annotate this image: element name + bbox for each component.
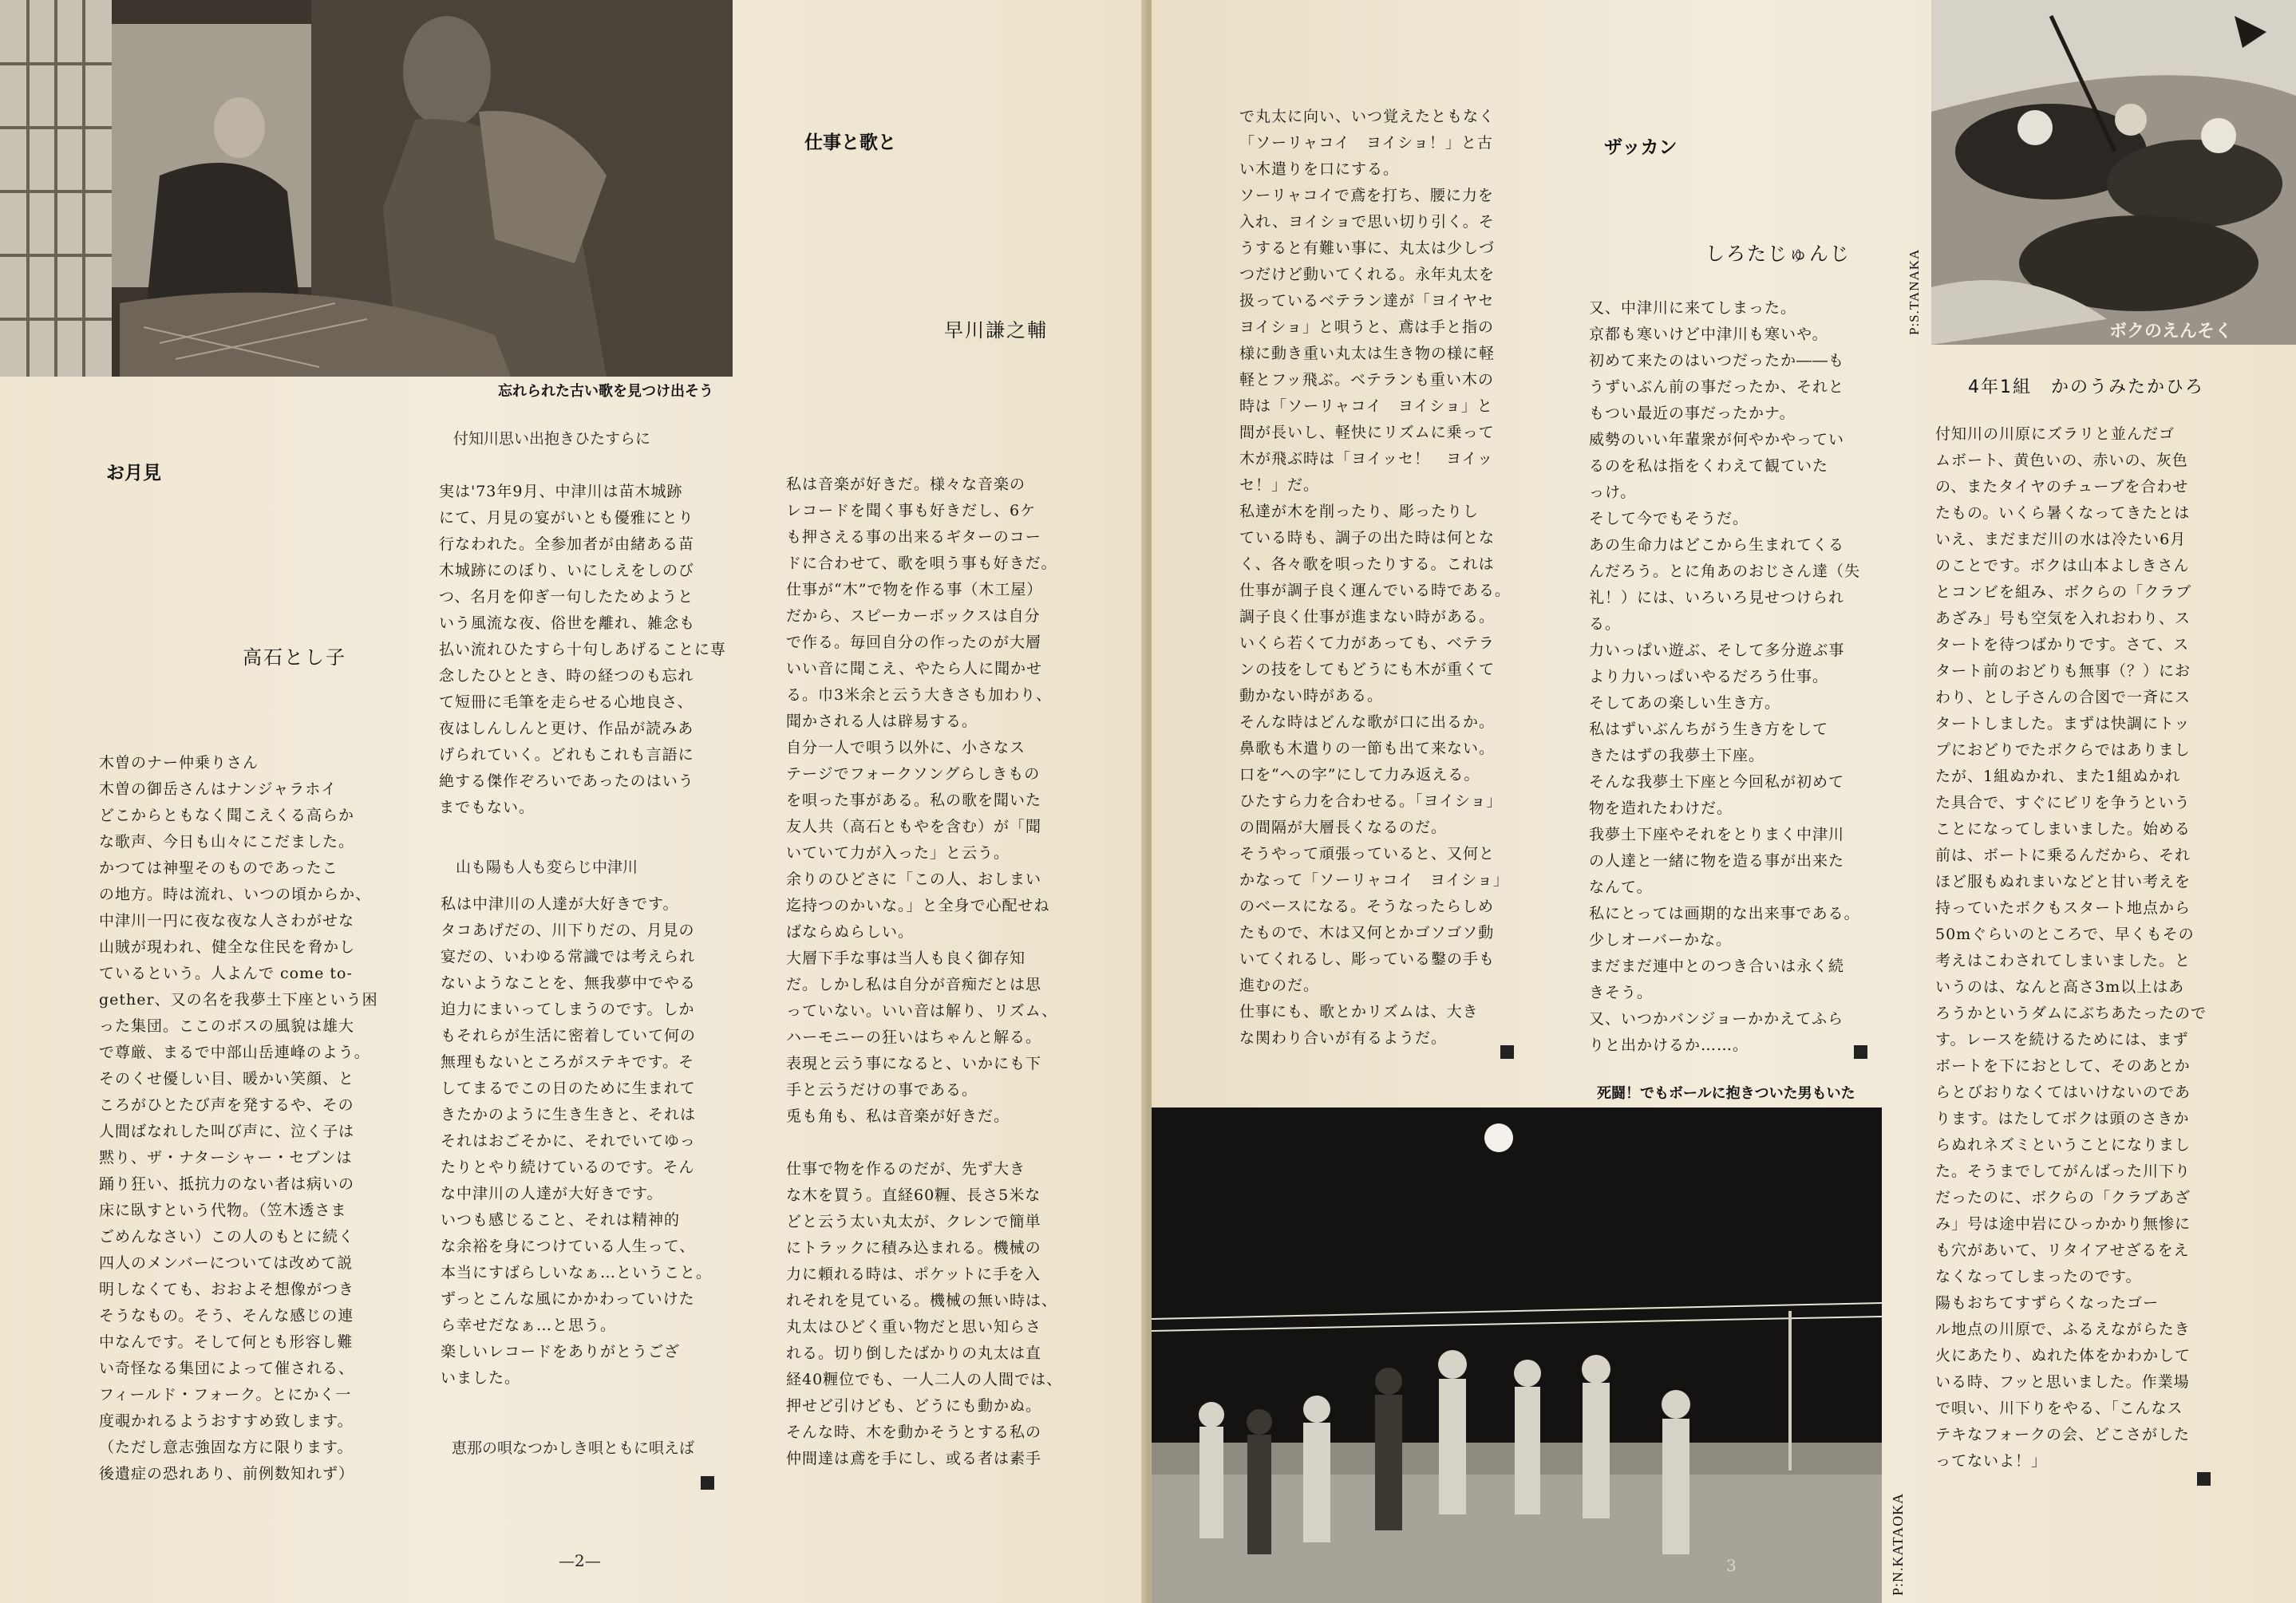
text-line: 経40糎位でも、一人二人の人間では、 [786,1371,1063,1388]
text-line: な歌声、今日も山々にこだました。 [99,833,355,851]
text-line: ことになってしまいました。始める [1935,820,2191,838]
text-line: っていない。いい音は解り、リズム、 [786,1002,1058,1020]
text-line: 動かない時がある。 [1239,687,1384,705]
text-line: そうやって頑張っていると、又何と [1239,845,1496,863]
text-line: 「ソーリャコイ ヨイショ！」と古 [1239,134,1493,152]
text-line: より力いっぱいやるだろう仕事。 [1589,668,1829,685]
text-line: 余りのひどさに「この人、おしまい [786,871,1042,888]
text-line: ているという。人よんで come to- [99,965,353,982]
text-line [786,1130,1062,1156]
text-line: な木を買う。直経60糎、長さ5米な [786,1186,1041,1204]
text-line: 木城跡にのぼり、いにしえをしのび [439,562,695,579]
text-line: 火にあたり、ぬれた体をかわかして [1935,1347,2191,1364]
text-line: のベースになる。そうなったらしめ [1239,898,1495,915]
text-line: 実は'73年9月、中津川は苗木城跡 [439,483,683,500]
text-line: らぬれネズミということになりまし [1935,1136,2191,1154]
volleyball-photo-credit: P:N.KATAOKA [1890,1492,1906,1596]
zakkan-body [1589,295,1860,1059]
text-line: 私はずいぶんちがう生き方をして [1589,721,1829,738]
text-line: もそれらが生活に密着していて何の [441,1027,697,1044]
text-line: 押せど引けども、どうにも動かぬ。 [786,1397,1042,1415]
text-line: たりとやり続けているのです。そん [441,1159,695,1176]
text-line: かつては神聖そのものであったこ [99,859,338,877]
text-line: タートしました。まずは快調にトッ [1935,715,2191,732]
zakkan-end-mark [1854,1045,1867,1059]
text-line: 進むのだ。 [1239,977,1320,994]
text-line: なんて。 [1589,878,1653,896]
text-line: れそれを見ている。機械の無い時は、 [786,1292,1058,1309]
text-line: もつい最近の事だったかナ。 [1589,405,1796,422]
ensoku-author: 4年1組 かのうみたかひろ [1968,377,2204,397]
text-line: いる時、フッと思いました。作業場 [1935,1373,2190,1391]
rafting-photo [1931,0,2296,345]
text-line: 黙り、ザ・ナターシャー・セブンは [99,1149,353,1167]
text-line: 又、中津川に来てしまった。 [1589,299,1797,317]
text-line: 威勢のいい年輩衆が何やかやってい [1589,431,1845,448]
text-line: タコあげだの、川下りだの、月見の [441,922,695,939]
text-line: ります。はたしてボクは頭のさきか [1935,1110,2190,1127]
text-line: な関わり合いが有るようだ。 [1239,1029,1448,1047]
text-line: つだけど動いてくれる。永年丸太を [1239,266,1496,283]
text-line: つ、名月を仰ぎ一句したためようと [439,588,694,606]
text-line: 我夢土下座やそれをとりまく中津川 [1589,826,1845,843]
column2-end-mark [701,1476,714,1490]
text-line: 持っていたボクもスタート地点から [1935,899,2191,917]
text-line: 踊り狂い、抵抗力のない者は病いの [99,1175,355,1193]
text-line: いました。 [441,1369,521,1387]
text-line: 力に頼れる時は、ポケットに手を入 [786,1265,1041,1283]
text-line: 聞かされる人は辟易する。 [786,713,978,730]
text-line: 中なんです。そして何とも形容し難 [99,1333,354,1351]
text-line: れる。切り倒したばかりの丸太は直 [786,1344,1042,1362]
text-line: 四人のメンバーについては改めて説 [99,1254,354,1272]
text-line: な中津川の人達が大好きです。 [441,1185,663,1202]
text-line: 力いっぱい遊ぶ、そして多分遊ぶ事 [1589,642,1845,659]
text-line: 大層下手な事は当人も良く御存知 [786,950,1026,967]
text-line: っけ。 [1589,484,1637,501]
text-line: ごめんなさい）この人のもとに続く [99,1228,355,1246]
otsukimi-body [99,750,378,1487]
text-line: いてくれるし、彫っている鑿の手も [1239,950,1496,968]
left-page-number: —2— [559,1551,601,1570]
text-line: いくら若くて力があっても、ベテラ [1239,634,1495,652]
text-line: プにおどりでたボクらではありまし [1935,741,2191,759]
text-line: 夜はしんしんと更け、作品が読みあ [439,720,694,737]
text-line: 仕事が“木”で物を作る事（木工屋） [786,581,1043,598]
text-line: いう風流な夜、俗世を離れ、雑念も [439,614,696,632]
text-line: るのを私は指をくわえて観ていた [1589,457,1829,475]
text-line: 少しオーバーかな。 [1589,931,1733,949]
text-line: も押さえる事の出来るギターのコー [786,528,1041,546]
text-line: までもない。 [439,799,535,816]
text-line: なくなってしまったのです。 [1935,1268,2142,1285]
text-line: 友人共（高石ともやを含む）が「聞 [786,818,1042,835]
text-line: 仲間達は鳶を手にし、或る者は素手 [786,1450,1042,1467]
right-page-number: 3 [1726,1556,1737,1575]
text-line: らとびおりなくてはいけないのであ [1935,1084,2191,1101]
text-line: そんな時はどんな歌が口に出るか。 [1239,713,1496,731]
text-line: 無理もないところがステキです。そ [441,1053,695,1071]
text-line: だから、スピーカーボックスは自分 [786,607,1041,625]
text-line: 又、いつかバンジョーかかえてふら [1589,1010,1844,1028]
column2-para2 [441,891,712,1392]
text-line: 兎も角も、私は音楽が好きだ。 [786,1107,1010,1125]
text-line: ンの技をしてもどうにも木が重くて [1239,661,1496,678]
text-line: 中津川一円に夜な夜な人さわがせな [99,912,355,930]
text-line: 付知川の川原にズラリと並んだゴ [1935,425,2175,443]
text-line: み」号は途中岩にひっかかり無惨に [1935,1215,2191,1233]
text-line: な余裕を身につけている人生って、 [441,1238,696,1255]
text-line: ころがひとたび声を発するや、その [99,1096,354,1114]
text-line: ずっとこんな風にかかわっていけた [441,1290,695,1308]
text-line: て短冊に毛筆を走らせる心地良さ、 [439,693,694,711]
text-line: テキなフォークの会、どこさがした [1935,1426,2191,1443]
text-line: 本当にすばらしいなぁ…ということ。 [441,1264,713,1281]
column2-closing: 恵那の唄なつかしき唄ともに唄えば [452,1439,695,1457]
shigoto-author: 早川謙之輔 [944,319,1048,342]
text-line: 入れ、ヨイショで思い切り引く。そ [1239,213,1495,231]
text-line: 払い流れひたすら十句しあげることに専 [439,641,727,658]
text-line: タート前のおどりも無事（？）にお [1935,662,2191,680]
text-line: にて、月見の宴がいとも優雅にとり [439,509,694,527]
text-line: 仕事が調子良く運んでいる時である。 [1239,582,1512,599]
left-page [0,0,1146,1603]
text-line: わり、とし子さんの合図で一斉にス [1935,689,2191,706]
text-line: いい音に聞こえ、やたら人に聞かせ [786,660,1043,677]
text-line: 私は中津川の人達が大好きです。 [441,895,679,913]
text-line: どと云う太い丸太が、クレンで簡単 [786,1213,1041,1230]
text-line: で尊厳、まるで中部山岳連峰のよう。 [99,1044,370,1061]
text-line: タートを待つばかりです。さて、ス [1935,636,2190,653]
text-line: 前は、ボートに乗るんだから、それ [1935,847,2191,864]
text-line: ムボート、黄色いの、赤いの、灰色 [1935,452,2188,469]
text-line: だったのに、ボクらの「クラブあざ [1935,1189,2191,1206]
column2-subtitle2: 山も陽も人も変らじ中津川 [456,859,638,876]
shigoto-body [786,472,1062,1472]
text-line: の間隔が大層長くなるのだ。 [1239,819,1448,836]
text-line: げられていく。どれもこれも言語に [439,746,694,764]
text-line: とコンビを組み、ボクらの「クラブ [1935,583,2192,601]
text-line: あの生命力はどこから生まれてくる [1589,536,1845,554]
text-line: （ただし意志強固な方に限ります。 [99,1439,354,1456]
text-line: そんな我夢土下座と今回私が初めて [1589,773,1845,791]
text-line: で作る。毎回自分の作ったのが大層 [786,634,1042,651]
text-line: いつも感じること、それは精神的 [441,1211,681,1229]
text-line: 迄持つのかいな。」と全身で心配せね [786,897,1050,914]
otsukimi-author: 高石とし子 [243,646,346,669]
text-line: 様に動き重い丸太は生き物の様に軽 [1239,345,1496,362]
text-line: 物を造れたわけだ。 [1589,800,1733,817]
text-line: ヨイショ」と唄うと、鳶は手と指の [1239,318,1495,336]
text-line: ひたすら力を合わせる。「ヨイショ」 [1239,792,1503,810]
volleyball-photo-caption: 死闘！でもボールに抱きついた男もいた [1597,1085,1855,1102]
text-line: 考えはこわされてしまいました。と [1935,952,2191,969]
zakkan-heading: ザッカン [1604,137,1678,158]
text-line: 後遺症の恐れあり、前例数知れず） [99,1465,355,1483]
text-line: のことです。ボクは山本よしきさん [1935,557,2190,574]
shigoto-continued-body [1239,104,1511,1052]
text-line: く、各々歌を唄ったりする。これは [1239,555,1495,573]
text-line: 行なわれた。全参加者が由緒ある苗 [439,535,695,553]
text-line: ら幸せだなぁ…と思う。 [441,1317,617,1334]
shigoto-heading: 仕事と歌と [804,132,896,153]
text-line: 念したひととき、時の経つのも忘れ [439,667,694,685]
text-line: きそう。 [1589,984,1654,1001]
text-line: い奇怪なる集団によって催される、 [99,1360,355,1377]
text-line: いえ、まだまだ川の水は冷たい6月 [1935,531,2187,548]
zakkan-author: しろたじゅんじ [1705,243,1851,265]
workshop-photo [0,0,733,377]
text-line: ソーリャコイで鳶を打ち、腰に力を [1239,187,1494,204]
text-line: 表現と云う事になると、いかにも下 [786,1055,1042,1072]
text-line: 人間ばなれした叫び声に、泣く子は [99,1123,355,1140]
text-line: す。レースを続けるためには、まず [1935,1031,2189,1048]
text-line: 仕事にも、歌とかリズムは、大き [1239,1003,1479,1021]
text-line: ってないよ！」 [1935,1452,2048,1470]
text-line: 私にとっては画期的な出来事である。 [1589,905,1860,922]
text-line: 陽もおちてすずらくなったゴー [1935,1294,2160,1312]
text-line: テージでフォークソングらしきもの [786,765,1041,783]
text-line: たもので、木は又何とかゴソゴソ動 [1239,924,1495,942]
text-line: 手と云うだけの事である。 [786,1081,978,1099]
ensoku-end-mark [2197,1472,2211,1486]
text-line: ドに合わせて、歌を唄う事も好きだ。 [786,555,1057,572]
text-line: gether、又の名を我夢土下座という困 [99,991,378,1009]
text-line: ボートを下におとして、そのあとか [1935,1057,2191,1075]
text-line: 私は音楽が好きだ。様々な音楽の [786,476,1026,493]
text-line: ばならぬらしい。 [786,923,915,941]
text-line: の地方。時は流れ、いつの頃からか、 [99,886,372,903]
text-line: 私達が木を削ったり、彫ったりし [1239,503,1480,520]
text-line: ほど服もぬれまいなどと甘い考えを [1935,873,2191,890]
text-line: 軽とフッ飛ぶ。ベテランも重い木の [1239,371,1495,389]
text-line: 木が飛ぶ時は「ヨイッセ！ ヨイッ [1239,450,1494,468]
text-line: 宴だの、いわゆる常識では考えられ [441,948,696,965]
text-line: ろうかというダムにぶちあたったので [1935,1005,2207,1022]
text-line: た具合で、すぐにビリを争うという [1935,794,2191,811]
text-line: そのくせ優しい目、暖かい笑顔、と [99,1070,355,1088]
text-line: うすると有難い事に、丸太は少しづ [1239,239,1496,257]
text-line: たもの。いくら暑くなってきたとは [1935,504,2191,522]
text-line: 度覗かれるようおすすめ致します。 [99,1412,354,1430]
ensoku-body [1935,421,2207,1475]
text-line: うずいぶん前の事だったか、それと [1589,378,1845,396]
text-line: 木曽のナー仲乗りさん [99,754,259,772]
text-line: まだまだ連中とのつき合いは永く続 [1589,957,1845,975]
text-line: で唄い、川下りをやる、「こんなス [1935,1400,2183,1417]
text-line: そしてあの楽しい生き方。 [1589,694,1781,712]
text-line: 間が長いし、軽快にリズムに乗って [1239,424,1495,441]
text-line: 迫力にまいってしまうのです。しか [441,1001,695,1018]
text-line: だ。しかし私は自分が音痴だとは思 [786,976,1042,993]
text-line: 丸太はひどく重い物だと思い知らさ [786,1318,1042,1336]
text-line: 50mぐらいのところで、早くもその [1935,926,2195,943]
workshop-photo-caption: 忘れられた古い歌を見つけ出そう [498,383,713,400]
text-line: た。そうまでしてがんばった川下り [1935,1163,2191,1180]
text-line: レコードを聞く事も好きだし、6ケ [786,502,1037,519]
text-line: かなって「ソーリャコイ ヨイショ」 [1239,871,1509,889]
text-line: それはおごそかに、それでいてゆっ [441,1132,696,1150]
text-line: 時は「ソーリャコイ ヨイショ」と [1239,397,1493,415]
rafting-photo-label: ボクのえんそく [2109,322,2233,342]
shigoto-end-mark [1500,1045,1514,1059]
text-line: 楽しいレコードをありがとうござ [441,1343,681,1360]
text-line: る。 [1589,615,1622,633]
text-line: ル地点の川原で、ふるえながらたき [1935,1321,2191,1338]
text-line: も穴があいて、リタイアせざるをえ [1935,1242,2190,1259]
text-line: たが、1組ぬかれ、また1組ぬかれ [1935,768,2181,785]
text-line: 礼！）には、いろいろ見せつけられ [1589,589,1845,606]
text-line: あざみ」号も空気を入れおわり、ス [1935,610,2191,627]
text-line: 床に臥すという代物。（笠木透さま [99,1202,347,1219]
text-line: ている時も、調子の出た時は何とな [1239,529,1496,547]
rafting-photo-credit: P:S.TANAKA [1907,248,1922,335]
text-line: の人達と一緒に物を造る事が出来た [1589,852,1845,870]
text-line: 絶する傑作ぞろいであったのはいう [439,772,694,790]
column2-subtitle1: 付知川思い出抱きひたすらに [453,430,651,448]
text-line: 仕事で物を作るのだが、先ず大き [786,1160,1026,1178]
text-line: い木遣りを口にする。 [1239,160,1400,178]
column2-para1 [439,479,726,821]
text-line: る。巾3米余と云う大きさも加わり、 [786,686,1053,704]
text-line: きたはずの我夢土下座。 [1589,747,1765,764]
text-line: いうのは、なんと高さ3m以上はあ [1935,978,2185,996]
otsukimi-heading: お月見 [106,463,161,484]
text-line: 明しなくても、おおよそ想像がつき [99,1281,355,1298]
text-line: んだろう。とに角あのおじさん達（失 [1589,563,1861,580]
text-line: を唄った事がある。私の歌を聞いた [786,792,1042,809]
text-line: りと出かけるか……。 [1589,1036,1749,1054]
text-line: フィールド・フォーク。とにかく一 [99,1386,352,1404]
text-line: そんな時、木を動かそうとする私の [786,1423,1042,1441]
text-line: 調子良く仕事が進まない時がある。 [1239,608,1496,626]
text-line: セ！」だ。 [1239,476,1320,494]
text-line: そして今でもそうだ。 [1589,510,1749,527]
text-line: ないようなことを、無我夢中でやる [441,974,697,992]
text-line: してまるでこの日のために生まれて [441,1080,696,1097]
text-line: そうなもの。そう、そんな感じの連 [99,1307,354,1325]
text-line: どこからともなく聞こえくる高らか [99,807,355,824]
text-line: 木曽の御岳さんはナンジャラホイ [99,780,338,798]
text-line: 鼻歌も木遣りの一節も出て来ない。 [1239,740,1496,757]
text-line: った集団。ここのボスの風貌は雄大 [99,1017,355,1035]
text-line: いていて力が入った」と云う。 [786,844,1010,862]
text-line: 口を“への字”にして力み返える。 [1239,766,1480,784]
text-line: で丸太に向い、いつ覚えたともなく [1239,108,1496,125]
text-line: 山賊が現われ、健全な住民を脅かし [99,938,356,956]
text-line: の、またタイヤのチューブを合わせ [1935,478,2189,496]
text-line: 扱っているベテラン達が「ヨイヤセ [1239,292,1495,310]
text-line: にトラックに積み込まれる。機械の [786,1239,1041,1257]
text-line: 自分一人で唄う以外に、小さなス [786,739,1026,756]
text-line: 京都も寒いけど中津川も寒いや。 [1589,326,1828,343]
right-page [1152,0,2296,1603]
text-line: ハーモニーの狂いはちゃんと解る。 [786,1029,1042,1046]
text-line: きたかのように生き生きと、それは [441,1106,697,1123]
volleyball-photo [1152,1107,1882,1603]
text-line: 初めて来たのはいつだったか――も [1589,352,1845,369]
